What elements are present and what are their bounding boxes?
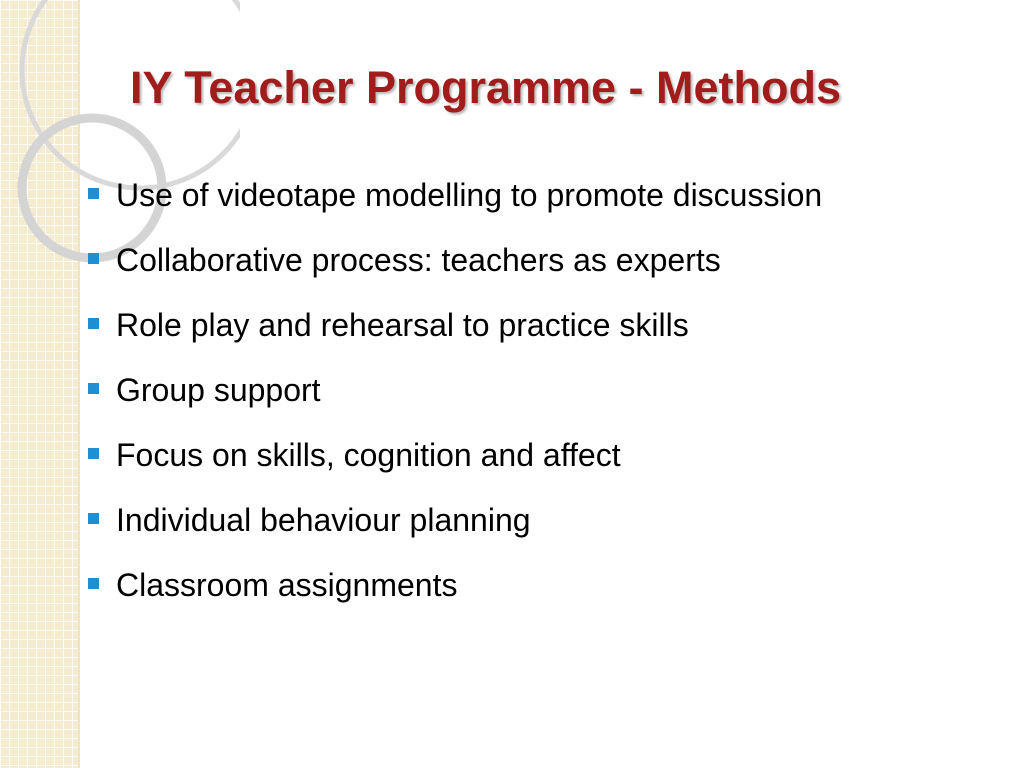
bullet-text: Collaborative process: teachers as experts [116, 242, 721, 278]
bullet-item [86, 295, 1011, 360]
bullet-text: Group support [116, 372, 321, 408]
bullet-item [86, 360, 1011, 425]
bullet-item [86, 555, 1011, 620]
bullet-text: Classroom assignments [116, 567, 458, 603]
bullet-item [86, 490, 1011, 555]
bullet-item [86, 165, 1011, 230]
bullet-text: Focus on skills, cognition and affect [116, 437, 621, 473]
bullet-list [86, 165, 1011, 620]
bullet-item [86, 425, 1011, 490]
square-bullet-icon [88, 578, 99, 589]
square-bullet-icon [88, 448, 99, 459]
bullet-text: Use of videotape modelling to promote discussion [116, 177, 823, 213]
bullet-item [86, 230, 1011, 295]
square-bullet-icon [88, 253, 99, 264]
square-bullet-icon [88, 383, 99, 394]
bullet-text: Individual behaviour planning [116, 502, 531, 538]
square-bullet-icon [88, 318, 99, 329]
square-bullet-icon [88, 513, 99, 524]
square-bullet-icon [88, 188, 99, 199]
slide-title: IY Teacher Programme - Methods [130, 62, 842, 113]
bullet-text: Role play and rehearsal to practice skills [116, 307, 689, 343]
